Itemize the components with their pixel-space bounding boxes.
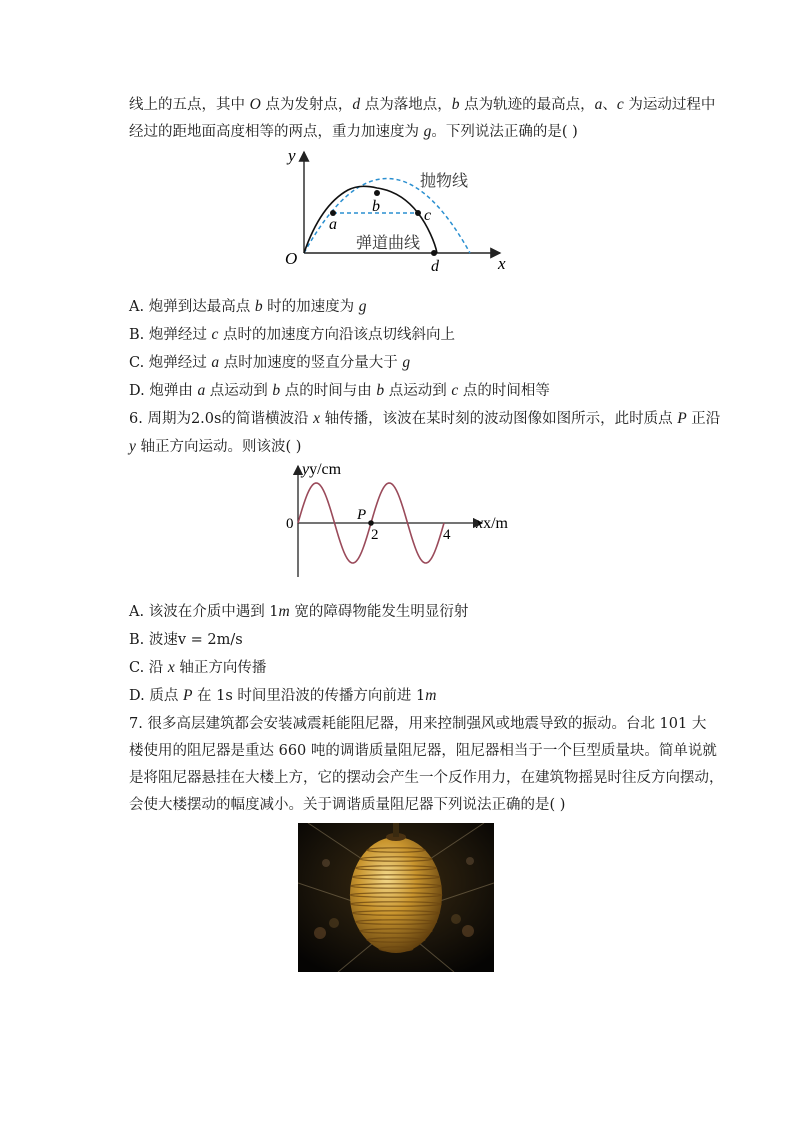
y-axis-label: y xyxy=(288,146,296,165)
q5-intro-line1: 线上的五点，其中 O 点为发射点，d 点为落地点，b 点为轨迹的最高点，a、c 为运动过程中 xyxy=(129,96,716,113)
q6-option-b: B. 波速v = 2m/s xyxy=(129,632,243,648)
projectile-figure xyxy=(278,146,518,274)
q6-option-d: D. 质点 P 在 1s 时间里沿波的传播方向前进 1m xyxy=(129,687,437,704)
point-p-dot xyxy=(368,520,374,526)
x-axis-label: x xyxy=(498,254,506,273)
point-d-dot xyxy=(431,250,437,256)
q5-option-b: B. 炮弹经过 c 点时的加速度方向沿该点切线斜向上 xyxy=(129,326,455,343)
tuned-mass-damper-photo xyxy=(298,823,494,972)
point-b-label: b xyxy=(372,198,380,215)
q5-intro-line2: 经过的距地面高度相等的两点，重力加速度为 g。下列说法正确的是( ) xyxy=(129,123,578,140)
wave-x-label: xx/m xyxy=(476,515,508,532)
wave-y-label: yy/cm xyxy=(302,461,342,478)
point-c-dot xyxy=(415,210,421,216)
tick-4-label: 4 xyxy=(443,527,451,543)
parabola-label: 抛物线 xyxy=(420,173,469,190)
q6-stem-line1: 6. 周期为2.0s的简谐横波沿 x 轴传播，该波在某时刻的波动图像如图所示，此时质点 P 正沿 xyxy=(129,410,721,427)
point-d-label: d xyxy=(431,258,439,274)
q6-option-a: A. 该波在介质中遇到 1m 宽的障碍物能发生明显衍射 xyxy=(129,603,469,620)
q7-stem-line3: 是将阻尼器悬挂在大楼上方，它的摆动会产生一个反作用力，在建筑物摇晃时往反方向摆动， xyxy=(129,770,724,786)
damper-sphere xyxy=(350,837,442,953)
point-c-label: c xyxy=(424,207,432,224)
q5-option-a: A. 炮弹到达最高点 b 时的加速度为 g xyxy=(129,298,367,315)
q6-option-c: C. 沿 x 轴正方向传播 xyxy=(129,659,267,676)
q7-stem-line2: 楼使用的阻尼器是重达 660 吨的调谐质量阻尼器，阻尼器相当于一个巨型质量块。简单说就 xyxy=(129,743,717,759)
q7-stem-line1: 7. 很多高层建筑都会安装减震耗能阻尼器，用来控制强风或地震导致的振动。台北 101 大 xyxy=(129,716,707,732)
q7-stem-line4: 会使大楼摆动的幅度减小。关于调谐质量阻尼器下列说法正确的是( ) xyxy=(129,797,566,813)
q5-option-d: D. 炮弹由 a 点运动到 b 点的时间与由 b 点运动到 c 点的时间相等 xyxy=(129,382,550,399)
wave-origin-label: 0 xyxy=(286,516,294,532)
q5-option-c: C. 炮弹经过 a 点时加速度的竖直分量大于 g xyxy=(129,354,411,371)
q6-stem-line2: y 轴正方向运动。则该波( ) xyxy=(129,438,302,455)
wave-figure xyxy=(284,460,514,582)
origin-label: O xyxy=(285,249,298,268)
point-b-dot xyxy=(374,190,380,196)
point-p-label: P xyxy=(357,507,367,523)
tick-2-label: 2 xyxy=(371,527,379,543)
trajectory-label: 弹道曲线 xyxy=(356,235,421,252)
point-a-label: a xyxy=(329,216,337,233)
